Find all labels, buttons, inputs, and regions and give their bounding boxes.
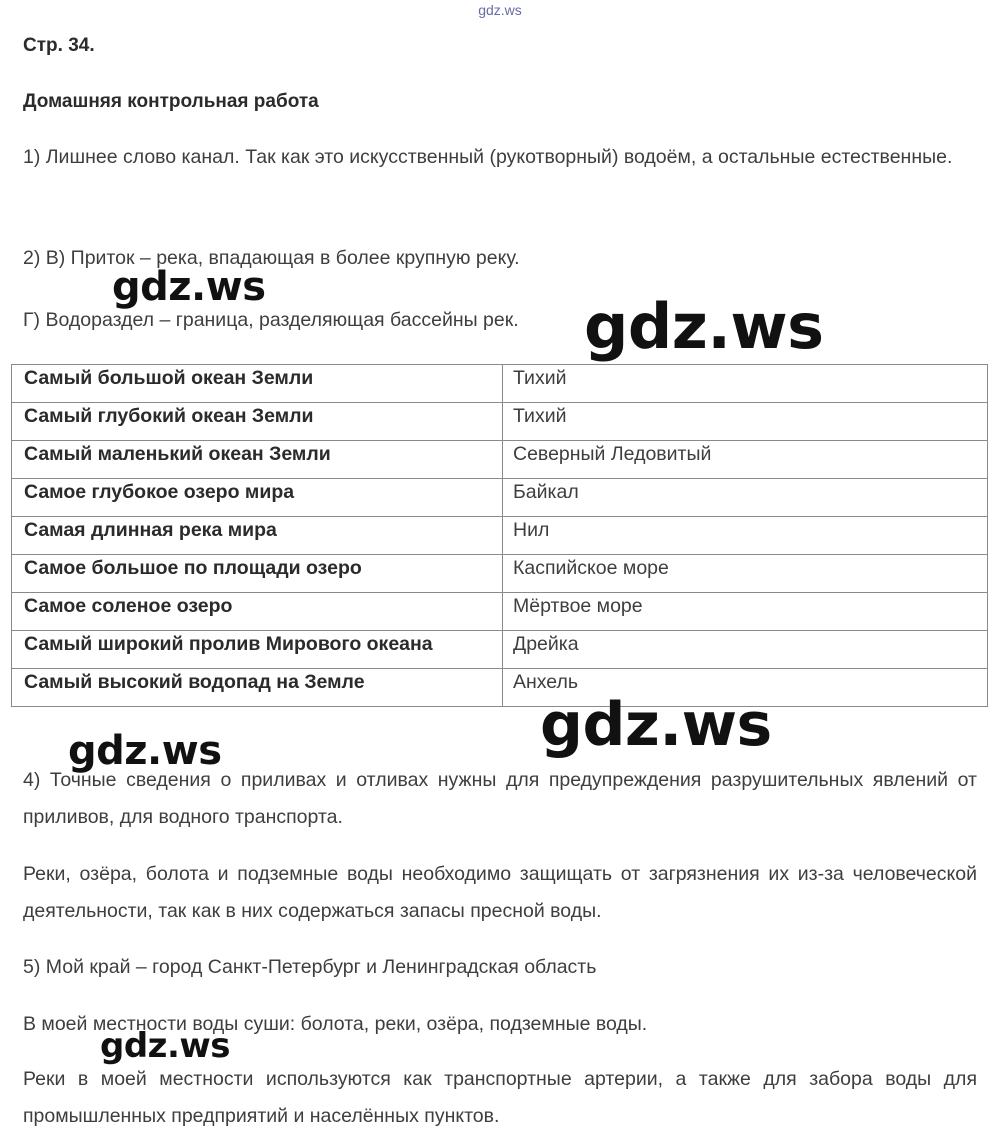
row-label: Самый широкий пролив Мирового океана	[12, 631, 503, 669]
row-value: Мёртвое море	[503, 593, 988, 631]
answer-5-c: Реки в моей местности используются как транспортные артерии, а также для забора воды для промышленных предприятий и населённых пунктов.	[23, 1068, 977, 1127]
table-row	[12, 631, 988, 669]
row-label: Самый глубокий океан Земли	[12, 403, 503, 441]
row-label: Самый большой океан Земли	[12, 365, 503, 403]
table-row	[12, 555, 988, 593]
site-mark: gdz.ws	[478, 2, 522, 18]
table-row	[12, 479, 988, 517]
row-label: Самая длинная река мира	[12, 517, 503, 555]
answer-4-b: Реки, озёра, болота и подземные воды необходимо защищать от загрязнения их из-за человеческой деятельности, так как в них содержаться запасы пресной воды.	[23, 863, 977, 922]
row-value: Каспийское море	[503, 555, 988, 593]
table-row	[12, 365, 988, 403]
facts-table	[11, 364, 988, 707]
watermark: gdz.ws	[112, 264, 266, 310]
answer-2-g: Г) Водораздел – граница, разделяющая бассейны рек.	[23, 309, 519, 331]
answer-5-a: 5) Мой край – город Санкт-Петербург и Ленинградская область	[23, 956, 597, 978]
answer-4-a: 4) Точные сведения о приливах и отливах нужны для предупреждения разрушительных явлений от приливов, для водного транспорта.	[23, 769, 977, 828]
watermark: gdz.ws	[100, 1026, 231, 1066]
answer-2-v: 2) В) Приток – река, впадающая в более крупную реку.	[23, 247, 520, 269]
watermark: gdz.ws	[68, 728, 222, 774]
row-label: Самое соленое озеро	[12, 593, 503, 631]
table-row	[12, 669, 988, 707]
row-label: Самое глубокое озеро мира	[12, 479, 503, 517]
row-value: Тихий	[503, 365, 988, 403]
row-label: Самый маленький океан Земли	[12, 441, 503, 479]
row-value: Байкал	[503, 479, 988, 517]
answer-5-b: В моей местности воды суши: болота, реки, озёра, подземные воды.	[23, 1013, 648, 1035]
row-value: Анхель	[503, 669, 988, 707]
row-value: Нил	[503, 517, 988, 555]
watermark: gdz.ws	[584, 290, 824, 363]
row-label: Самое большое по площади озеро	[12, 555, 503, 593]
table-row	[12, 593, 988, 631]
table-row	[12, 517, 988, 555]
answer-1: 1) Лишнее слово канал. Так как это искусственный (рукотворный) водоём, а остальные естественные.	[23, 146, 953, 168]
row-label: Самый высокий водопад на Земле	[12, 669, 503, 707]
page-reference: Стр. 34.	[23, 35, 95, 56]
watermark: gdz.ws	[540, 690, 772, 760]
table-row	[12, 441, 988, 479]
page-title: Домашняя контрольная работа	[23, 91, 319, 112]
table-row	[12, 403, 988, 441]
row-value: Северный Ледовитый	[503, 441, 988, 479]
row-value: Тихий	[503, 403, 988, 441]
row-value: Дрейка	[503, 631, 988, 669]
